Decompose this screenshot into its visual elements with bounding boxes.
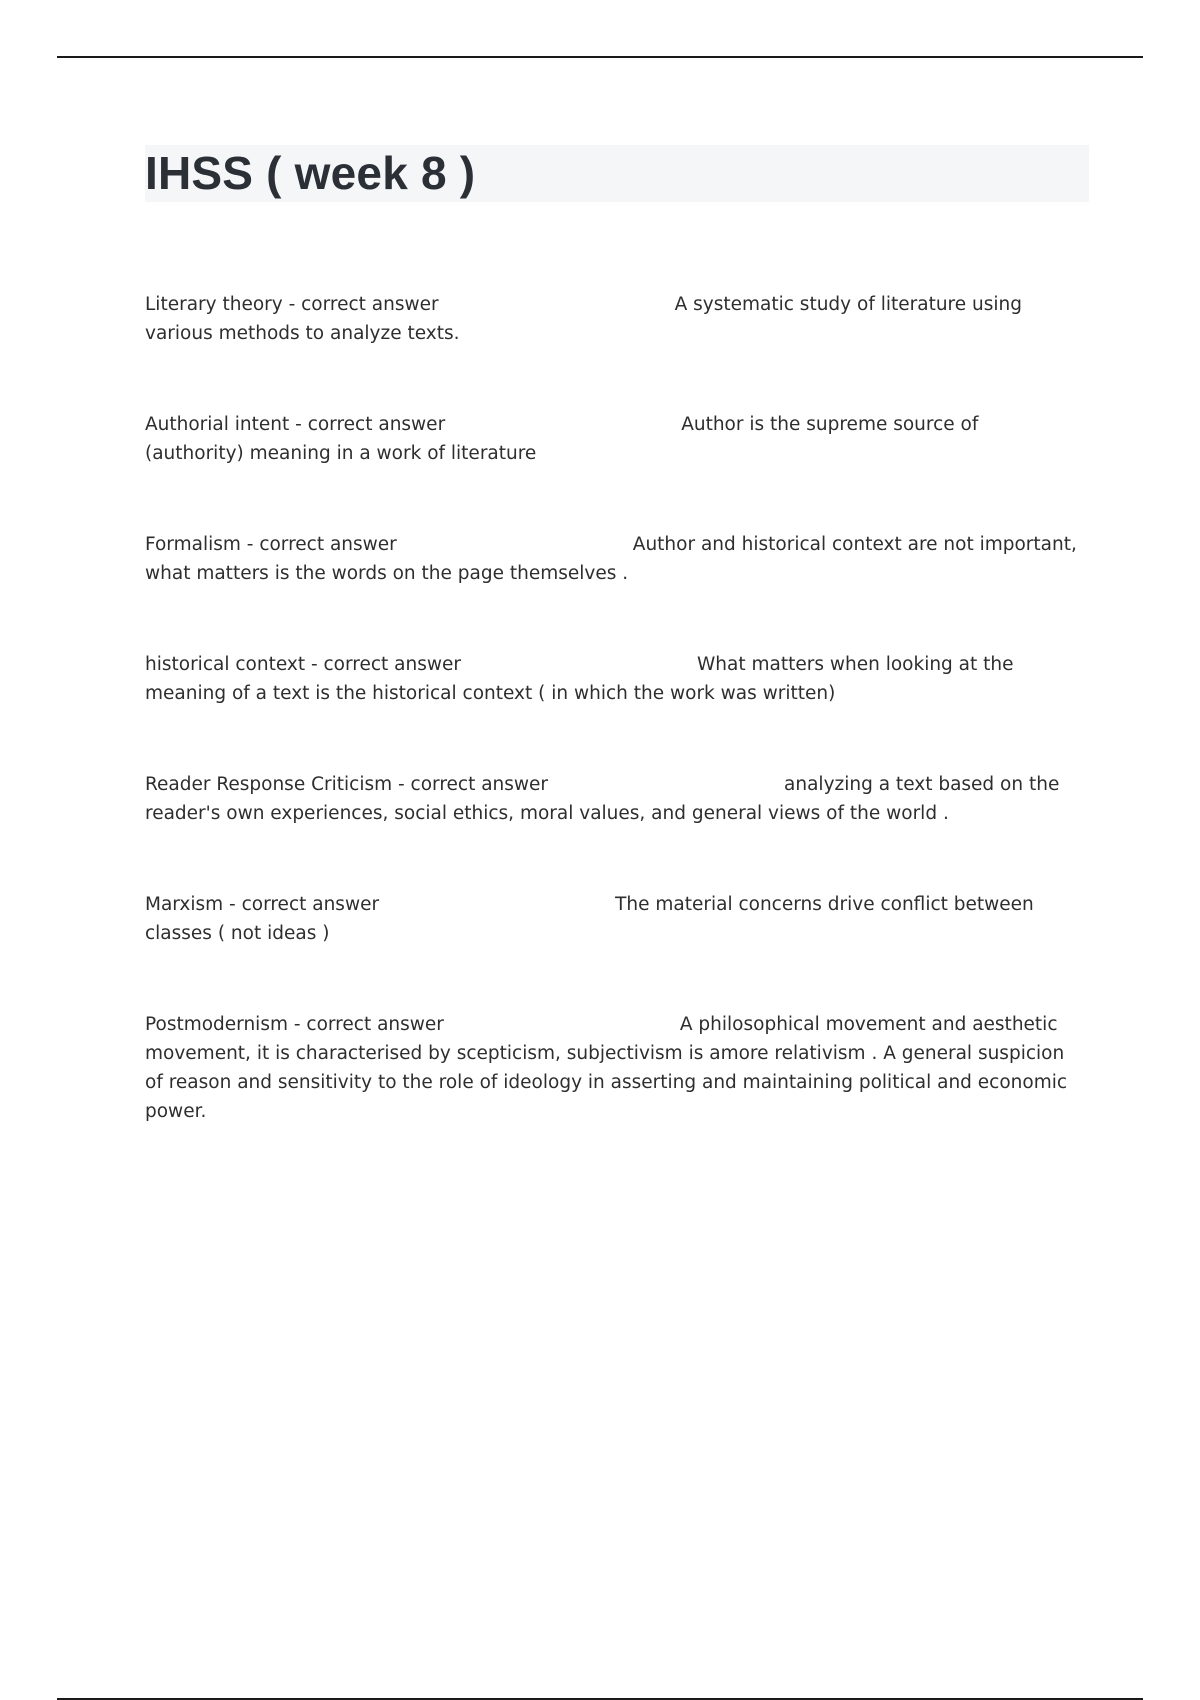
entry-term: historical context - correct answer bbox=[145, 654, 461, 675]
entry-term: Reader Response Criticism - correct answer bbox=[145, 774, 549, 795]
entry-definition: Author and historical context are not important, what matters is the words on the page themselves . bbox=[145, 534, 1077, 584]
flashcard-entry bbox=[145, 410, 1080, 468]
entry-term: Authorial intent - correct answer bbox=[145, 414, 446, 435]
top-rule bbox=[57, 56, 1143, 58]
document-title: IHSS ( week 8 ) bbox=[145, 147, 476, 199]
entry-term: Formalism - correct answer bbox=[145, 534, 397, 555]
flashcard-list bbox=[145, 290, 1080, 1188]
entry-term: Marxism - correct answer bbox=[145, 894, 380, 915]
entry-definition: A systematic study of literature using various methods to analyze texts. bbox=[145, 294, 1022, 344]
flashcard-entry bbox=[145, 770, 1080, 828]
entry-term: Literary theory - correct answer bbox=[145, 294, 439, 315]
entry-definition: analyzing a text based on the reader's own experiences, social ethics, moral values, and general views of the world . bbox=[145, 774, 1060, 824]
entry-definition: A philosophical movement and aesthetic movement, it is characterised by scepticism, subjectivism is amore relativism . A general suspicion of reason and sensitivity to the role of ideology in asserting and maintaining political and economic power. bbox=[145, 1014, 1068, 1122]
flashcard-entry bbox=[145, 290, 1080, 348]
entry-definition: Author is the supreme source of (authority) meaning in a work of literature bbox=[145, 414, 979, 464]
entry-term: Postmodernism - correct answer bbox=[145, 1014, 444, 1035]
flashcard-entry bbox=[145, 890, 1080, 948]
flashcard-entry bbox=[145, 530, 1080, 588]
entry-definition: The material concerns drive conflict between classes ( not ideas ) bbox=[145, 894, 1034, 944]
entry-definition: What matters when looking at the meaning of a text is the historical context ( in which the work was written) bbox=[145, 654, 1014, 704]
flashcard-entry bbox=[145, 650, 1080, 708]
flashcard-entry bbox=[145, 1010, 1080, 1126]
